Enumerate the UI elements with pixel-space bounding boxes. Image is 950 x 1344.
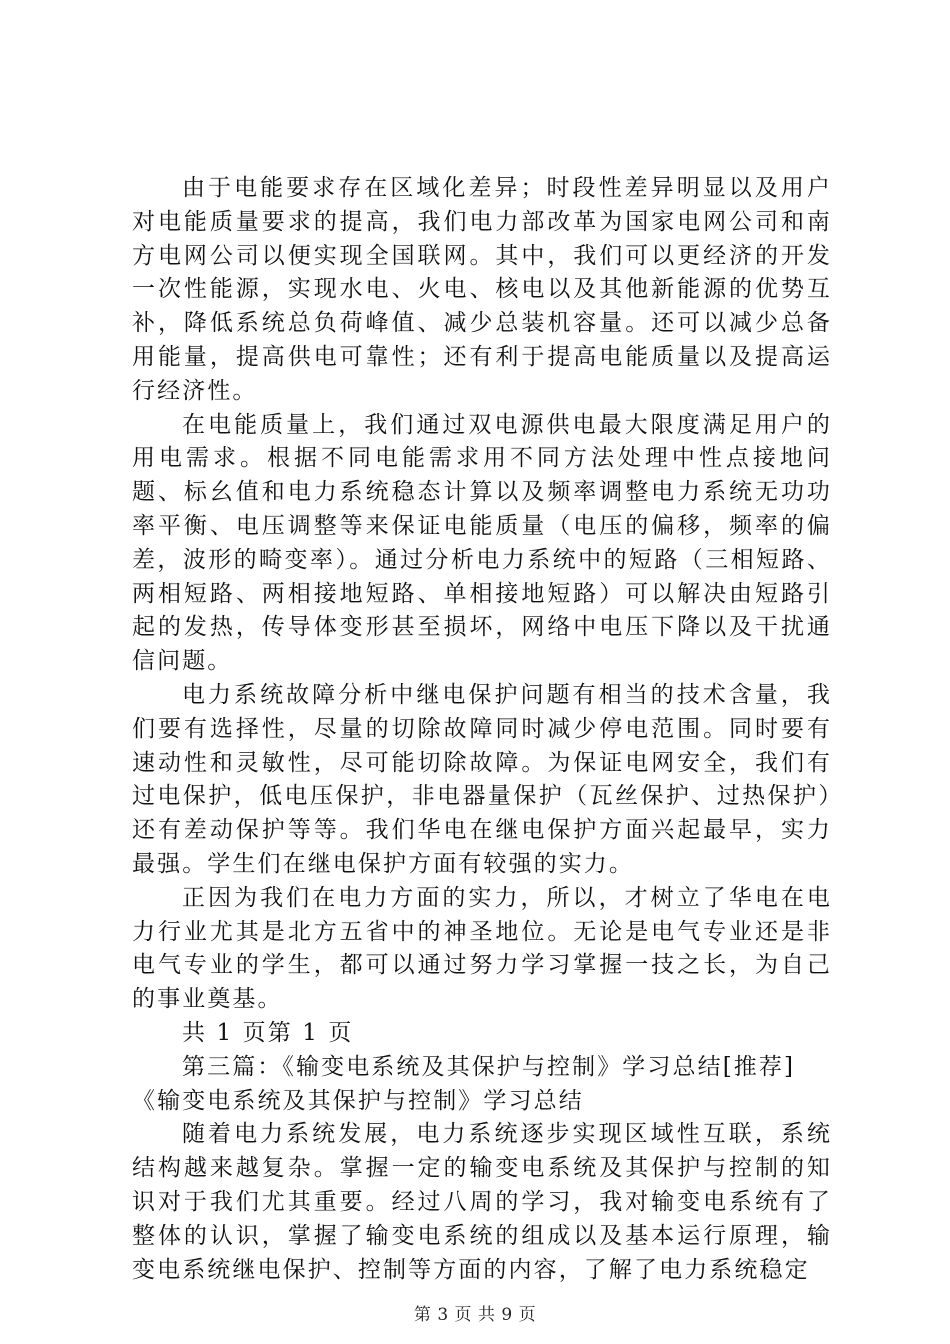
page-count-note: 共 1 页第 1 页 [182, 1019, 354, 1046]
page-footer: 第 3 页 共 9 页 [413, 1305, 537, 1325]
section-subtitle: 《输变电系统及其保护与控制》学习总结 [132, 1087, 584, 1114]
paragraph-relay-protection: 电力系统故障分析中继电保护问题有相当的技术含量，我们要有选择性，尽量的切除故障同时减少停电范围。同时要有速动性和灵敏性，尽可能切除故障。为保证电网安全，我们有过电保护，低电压保护，非电器量保护（瓦丝保护、过热保护）还有差动保护等等。我们华电在继电保护方面兴起最早，实力最强。学生们在继电保护方面有较强的实力。 [132, 681, 832, 877]
paragraph-ncepu-strength: 正因为我们在电力方面的实力，所以，才树立了华电在电力行业尤其是北方五省中的神圣地位。无论是电气专业还是非电气专业的学生，都可以通过努力学习掌握一技之长，为自己的事业奠基。 [132, 884, 832, 1013]
paragraph-regional-differences: 由于电能要求存在区域化差异；时段性差异明显以及用户对电能质量要求的提高，我们电力部改革为国家电网公司和南方电网公司以便实现全国联网。其中，我们可以更经济的开发一次性能源，实现水电、火电、核电以及其他新能源的优势互补，降低系统总负荷峰值、减少总装机容量。还可以减少总备用能量，提高供电可靠性；还有利于提高电能质量以及提高运行经济性。 [132, 175, 832, 404]
section-heading: 第三篇：《输变电系统及其保护与控制》学习总结[推荐] [182, 1053, 796, 1080]
paragraph-power-quality: 在电能质量上，我们通过双电源供电最大限度满足用户的用电需求。根据不同电能需求用不同方法处理中性点接地问题、标幺值和电力系统稳态计算以及频率调整电力系统无功功率平衡、电压调整等来保证电能质量（电压的偏移，频率的偏差，波形的畸变率）。通过分析电力系统中的短路（三相短路、两相短路、两相接地短路、单相接地短路）可以解决由短路引起的发热，传导体变形甚至损坏，网络中电压下降以及干扰通信问题。 [132, 411, 832, 675]
document-body [132, 172, 832, 1287]
paragraph-study-summary: 随着电力系统发展，电力系统逐步实现区域性互联，系统结构越来越复杂。掌握一定的输变电系统及其保护与控制的知识对于我们尤其重要。经过八周的学习，我对输变电系统有了整体的认识，掌握了输变电系统的组成以及基本运行原理，输变电系统继电保护、控制等方面的内容，了解了电力系统稳定 [132, 1121, 832, 1283]
